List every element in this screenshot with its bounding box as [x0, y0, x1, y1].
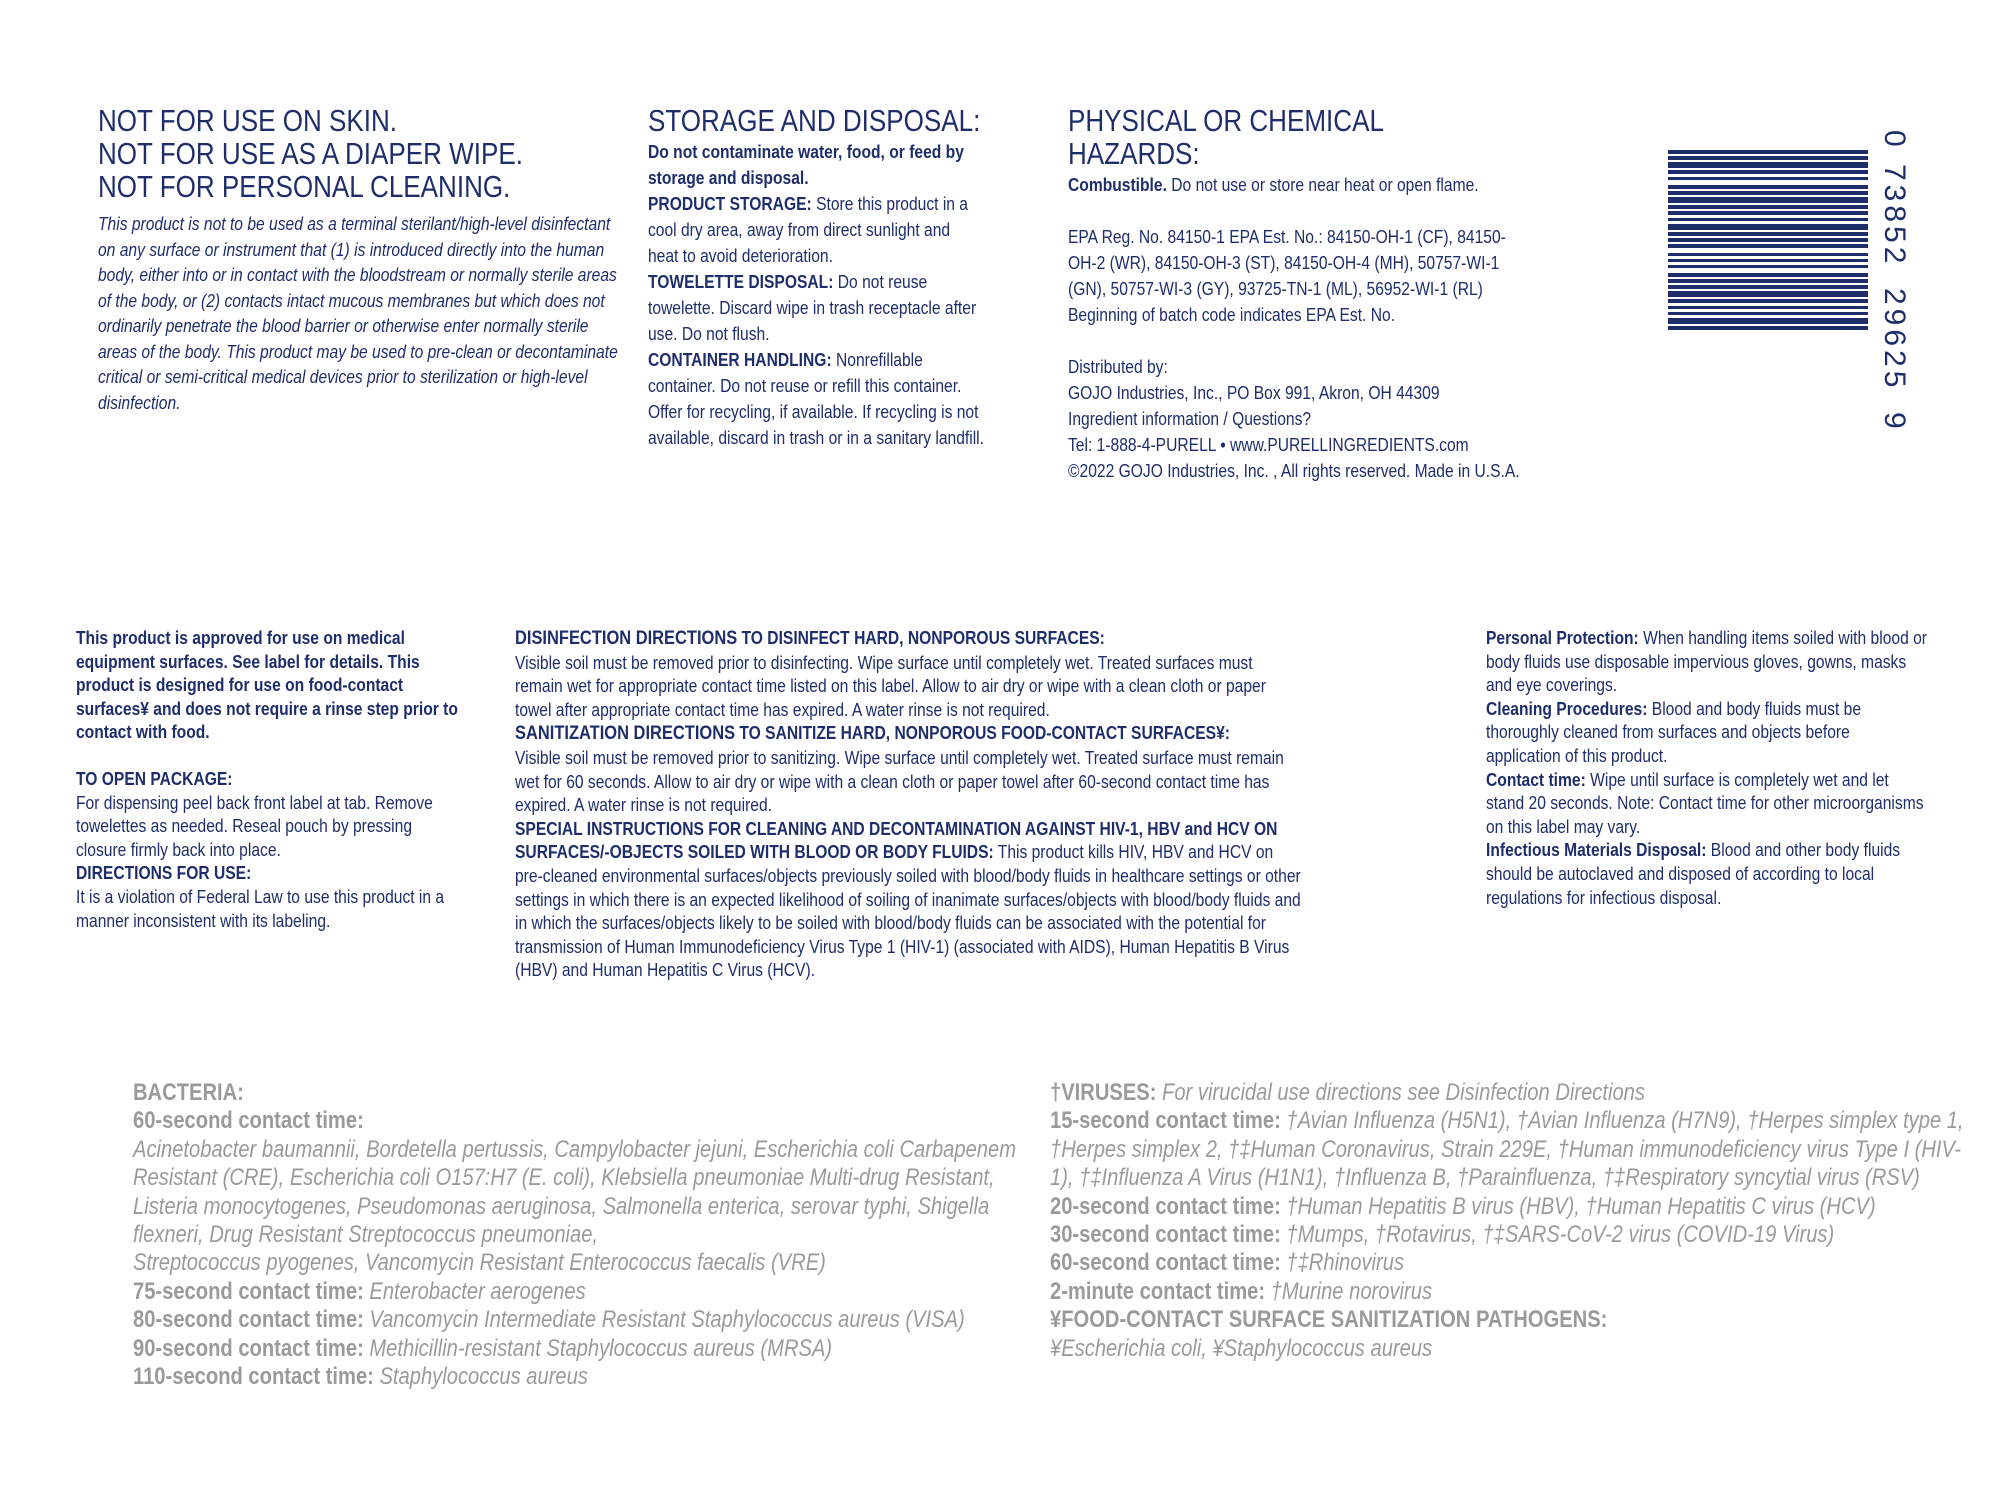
towelette-disposal: [648, 269, 984, 347]
barcode-bar: [1668, 177, 1868, 180]
epa-numbers: EPA Reg. No. 84150-1 EPA Est. No.: 84150-OH-1 (CF), 84150-OH-2 (WR), 84150-OH-3 (ST), 84150-OH-4 (MH), 50757-WI-1 (GN), 50757-WI-3 (GY), 93725-TN-1 (ML), 56952-WI-1 (RL): [1068, 226, 1506, 299]
sanitization-heading-sub: TO SANITIZE HARD, NONPOROUS FOOD-CONTACT SURFACES¥:: [735, 722, 1230, 744]
barcode-bar: [1668, 253, 1868, 256]
container-handling: [648, 347, 984, 451]
barcode-bar: [1668, 205, 1868, 209]
sanitization-heading-main: SANITIZATION DIRECTIONS: [515, 722, 736, 745]
food-contact-pathogens: ¥Escherichia coli, ¥Staphylococcus aureus: [1050, 1334, 1433, 1362]
distributor-address: GOJO Industries, Inc., PO Box 991, Akron, OH 44309: [1068, 382, 1440, 403]
product-storage-label: PRODUCT STORAGE:: [648, 193, 812, 214]
barcode-bar: [1668, 285, 1868, 289]
barcode-bar: [1668, 238, 1868, 242]
warnings-block: [98, 104, 623, 415]
barcode-bar: [1668, 265, 1868, 268]
disinfection-heading-sub: TO DISINFECT HARD, NONPOROUS SURFACES:: [737, 627, 1105, 648]
storage-warning: Do not contaminate water, food, or feed by storage and disposal.: [648, 141, 964, 188]
barcode-bar: [1668, 232, 1868, 236]
viruses-20s: [1050, 1193, 1974, 1221]
food-contact-heading: ¥FOOD-CONTACT SURFACE SANITIZATION PATHOGENS:: [1050, 1306, 1608, 1334]
barcode-digits: [1865, 130, 1911, 470]
viruses-30s: [1050, 1221, 1974, 1249]
barcode-digit-lead: 0: [1878, 130, 1911, 151]
towelette-text: Do not reuse towelette. Discard wipe in trash receptacle after use. Do not flush.: [648, 271, 977, 344]
viruses-heading: [1050, 1079, 1974, 1107]
bacteria-80s-label: 80-second contact time:: [133, 1306, 364, 1334]
cleaning-procedures-text: Blood and body fluids must be thoroughly cleaned from surfaces and objects before application of this product.: [1486, 697, 1862, 766]
bacteria-75s-label: 75-second contact time:: [133, 1277, 364, 1305]
bacteria-90s: [133, 1335, 1040, 1363]
combustible-label: Combustible.: [1068, 174, 1167, 195]
bacteria-75s: [133, 1278, 1040, 1306]
infectious-disposal-text: Blood and other body fluids should be autoclaved and disposed of according to local regulations for infectious disposal.: [1486, 839, 1901, 908]
barcode-bar: [1668, 197, 1868, 203]
personal-protection-text: When handling items soiled with blood or body fluids use disposable impervious gloves, gowns, masks and eye coverings.: [1486, 627, 1927, 696]
barcode-bar: [1668, 326, 1868, 330]
barcode-bar: [1668, 150, 1868, 154]
distributed-by: Distributed by:: [1068, 356, 1168, 377]
special-text: This product kills HIV, HBV and HCV on pre-cleaned environmental surfaces/objects previously soiled with blood/body fluids in healthcare settings or other settings in which there is an expected likelihood of soiling of inanimate surfaces/objects with blood/body fluids and in which the surfaces/objects likely to be soiled with blood/body fluids can be associated with the potential for transmission of Human Immunodeficiency Virus Type 1 (HIV-1) (associated with AIDS), Human Hepatitis B Virus (HBV) and Human Hepatitis C Virus (HCV).: [515, 841, 1301, 981]
approval-text: This product is approved for use on medical equipment surfaces. See label for details. This product is designed for use on food-contact surfaces¥ and does not require a rinse step prior to contact with food.: [76, 627, 458, 743]
disinfection-block: [515, 626, 1305, 982]
viruses-15s-label: 15-second contact time:: [1050, 1107, 1281, 1135]
barcode-bar: [1668, 156, 1868, 160]
warning-line-1: NOT FOR USE ON SKIN.: [98, 103, 398, 138]
barcode-digits-group1: 73852: [1878, 164, 1911, 268]
bacteria-110s: [133, 1363, 1040, 1391]
bacteria-110s-text: Staphylococcus aureus: [379, 1363, 588, 1391]
disinfection-heading-main: DISINFECTION DIRECTIONS: [515, 627, 738, 649]
barcode-bar: [1668, 244, 1868, 248]
contact-tel: Tel: 1-888-4-PURELL • www.PURELLINGREDIENTS.com: [1068, 434, 1469, 455]
viruses-60s: [1050, 1249, 1974, 1277]
ingredient-questions: Ingredient information / Questions?: [1068, 408, 1312, 429]
warning-line-2: NOT FOR USE AS A DIAPER WIPE.: [98, 136, 523, 171]
warning-line-3: NOT FOR PERSONAL CLEANING.: [98, 169, 511, 204]
barcode-bar: [1668, 170, 1868, 174]
viruses-30s-label: 30-second contact time:: [1050, 1221, 1281, 1249]
barcode-bar: [1668, 273, 1868, 277]
barcode-digits-group2: 29625: [1878, 288, 1911, 392]
bacteria-90s-text: Methicillin-resistant Staphylococcus aureus (MRSA): [369, 1334, 833, 1362]
disinfection-text: Visible soil must be removed prior to disinfecting. Wipe surface until completely wet. Treated surfaces must remain wet for appropriate contact time listed on this label. Allow to air dry or wipe with a clean cloth or paper towel after appropriate contact time has expired. A water rinse is not required.: [515, 651, 1266, 720]
viruses-2min-text: †Murine norovirus: [1270, 1277, 1433, 1305]
special-instructions: [515, 817, 1305, 982]
towelette-label: TOWELETTE DISPOSAL:: [648, 271, 834, 292]
batch-code-note: Beginning of batch code indicates EPA Est. No.: [1068, 304, 1396, 325]
bacteria-75s-text: Enterobacter aerogenes: [369, 1277, 586, 1305]
viruses-heading-note: For virucidal use directions see Disinfection Directions: [1162, 1079, 1645, 1106]
sanitization-text: Visible soil must be removed prior to sanitizing. Wipe surface until completely wet. Treated surface must remain wet for 60 seconds. Allow to air dry or wipe with a clean cloth or paper towel after 60-second contact time has expired. A water rinse is not required.: [515, 746, 1284, 816]
viruses-2min-label: 2-minute contact time:: [1050, 1277, 1266, 1305]
viruses-15s-text: †Avian Influenza (H5N1), †Avian Influenza (H7N9), †Herpes simplex type 1, †Herpes simplex 2, †‡Human Coronavirus, Strain 229E, †Human immunodeficiency virus Type I (HIV-1), †‡Influenza A Virus (H1N1), †Influenza B, †Parainfluenza, †‡Respiratory syncytial virus (RSV): [1050, 1107, 1964, 1192]
barcode-bar: [1668, 191, 1868, 195]
sterilant-note: This product is not to be used as a terminal sterilant/high-level disinfectant on any surface or instrument that (1) is introduced directly into the human body, either into or in contact with the bloodstream or normally sterile areas of the body, or (2) contacts intact mucous membranes but which does not ordinarily penetrate the blood barrier or otherwise enter normally sterile areas of the body. This product may be used to pre-clean or decontaminate critical or semi-critical medical devices prior to sterilization or high-level disinfection.: [98, 213, 618, 413]
viruses-30s-text: †Mumps, †Rotavirus, †‡SARS-CoV-2 virus (COVID-19 Virus): [1286, 1221, 1835, 1249]
container-text: Nonrefillable container. Do not reuse or refill this container. Offer for recycling, if available. If recycling is not available, discard in trash or in a sanitary landfill.: [648, 349, 984, 448]
bacteria-80s-text: Vancomycin Intermediate Resistant Staphylococcus aureus (VISA): [369, 1306, 965, 1334]
barcode-bar: [1668, 312, 1868, 315]
combustible: [1068, 172, 1522, 198]
barcode-bar: [1668, 318, 1868, 324]
directions-text: It is a violation of Federal Law to use this product in a manner inconsistent with its labeling.: [76, 885, 445, 931]
directions-heading: DIRECTIONS FOR USE:: [76, 862, 252, 884]
protection-block: [1486, 626, 1927, 909]
barcode-bar: [1668, 218, 1868, 221]
cleaning-procedures: [1486, 697, 1927, 768]
infectious-disposal: [1486, 838, 1927, 909]
sanitization-heading: [515, 721, 1305, 746]
hazards-block: [1068, 104, 1522, 484]
container-label: CONTAINER HANDLING:: [648, 349, 832, 370]
bacteria-60s-label: 60-second contact time:: [133, 1107, 364, 1135]
viruses-block: [1050, 1079, 1974, 1363]
cleaning-procedures-label: Cleaning Procedures:: [1486, 697, 1648, 719]
viruses-heading-label: †VIRUSES:: [1050, 1079, 1157, 1106]
barcode-bar: [1668, 291, 1868, 297]
approval-block: [76, 626, 467, 932]
barcode-bar: [1668, 211, 1868, 215]
barcode-bar: [1668, 306, 1868, 309]
viruses-20s-label: 20-second contact time:: [1050, 1192, 1281, 1220]
personal-protection-label: Personal Protection:: [1486, 627, 1639, 648]
open-package-heading: TO OPEN PACKAGE:: [76, 767, 233, 789]
barcode-digit-check: 9: [1878, 412, 1911, 433]
bacteria-60s-list-2: Streptococcus pyogenes, Vancomycin Resistant Enterococcus faecalis (VRE): [133, 1249, 826, 1277]
bacteria-60s-list: Acinetobacter baumannii, Bordetella pertussis, Campylobacter jejuni, Escherichia coli Carbapenem Resistant (CRE), Escherichia coli O157:H7 (E. coli), Klebsiella pneumoniae Multi-drug Resistant, Listeria monocytogenes, Pseudomonas aeruginosa, Salmonella enterica, serovar typhi, Shigella flexneri, Drug Resistant Streptococcus pneumoniae,: [133, 1135, 1017, 1249]
combustible-text: Do not use or store near heat or open flame.: [1171, 174, 1479, 195]
personal-protection: [1486, 626, 1927, 697]
bacteria-110s-label: 110-second contact time:: [133, 1363, 374, 1391]
contact-time: [1486, 768, 1927, 839]
barcode-bar: [1668, 279, 1868, 283]
contact-time-text: Wipe until surface is completely wet and let stand 20 seconds. Note: Contact time for other microorganisms on this label may vary.: [1486, 768, 1924, 837]
contact-time-label: Contact time:: [1486, 768, 1586, 790]
open-package-text: For dispensing peel back front label at tab. Remove towelettes as needed. Reseal pouch by pressing closure firmly back into place.: [76, 791, 433, 860]
barcode-bar: [1668, 224, 1868, 230]
special-heading: SPECIAL INSTRUCTIONS FOR CLEANING AND DECONTAMINATION AGAINST HIV-1, HBV and HCV ON SURFACES/-OBJECTS SOILED WITH BLOOD OR BODY FLUIDS:: [515, 817, 1278, 863]
upc-barcode: [1668, 150, 1868, 422]
viruses-60s-text: †‡Rhinovirus: [1286, 1249, 1405, 1277]
viruses-2min: [1050, 1278, 1974, 1306]
product-storage: [648, 191, 984, 269]
bacteria-80s: [133, 1306, 1040, 1334]
bacteria-90s-label: 90-second contact time:: [133, 1334, 364, 1362]
copyright: ©2022 GOJO Industries, Inc. , All rights reserved. Made in U.S.A.: [1068, 460, 1520, 481]
bacteria-heading: BACTERIA:: [133, 1079, 244, 1106]
barcode-bar: [1668, 299, 1868, 303]
hazards-heading: PHYSICAL OR CHEMICAL HAZARDS:: [1068, 103, 1383, 171]
bacteria-block: [133, 1079, 1040, 1391]
barcode-bar: [1668, 185, 1868, 189]
viruses-15s: [1050, 1107, 1974, 1192]
barcode-bar: [1668, 162, 1868, 168]
barcode-bar: [1668, 259, 1868, 262]
infectious-disposal-label: Infectious Materials Disposal:: [1486, 839, 1707, 861]
storage-heading: STORAGE AND DISPOSAL:: [648, 103, 981, 138]
disinfection-heading: [515, 626, 1305, 651]
product-storage-text: Store this product in a cool dry area, away from direct sunlight and heat to avoid deterioration.: [648, 193, 969, 266]
storage-block: [648, 104, 984, 451]
viruses-60s-label: 60-second contact time:: [1050, 1249, 1281, 1277]
viruses-20s-text: †Human Hepatitis B virus (HBV), †Human Hepatitis C virus (HCV): [1286, 1192, 1876, 1220]
